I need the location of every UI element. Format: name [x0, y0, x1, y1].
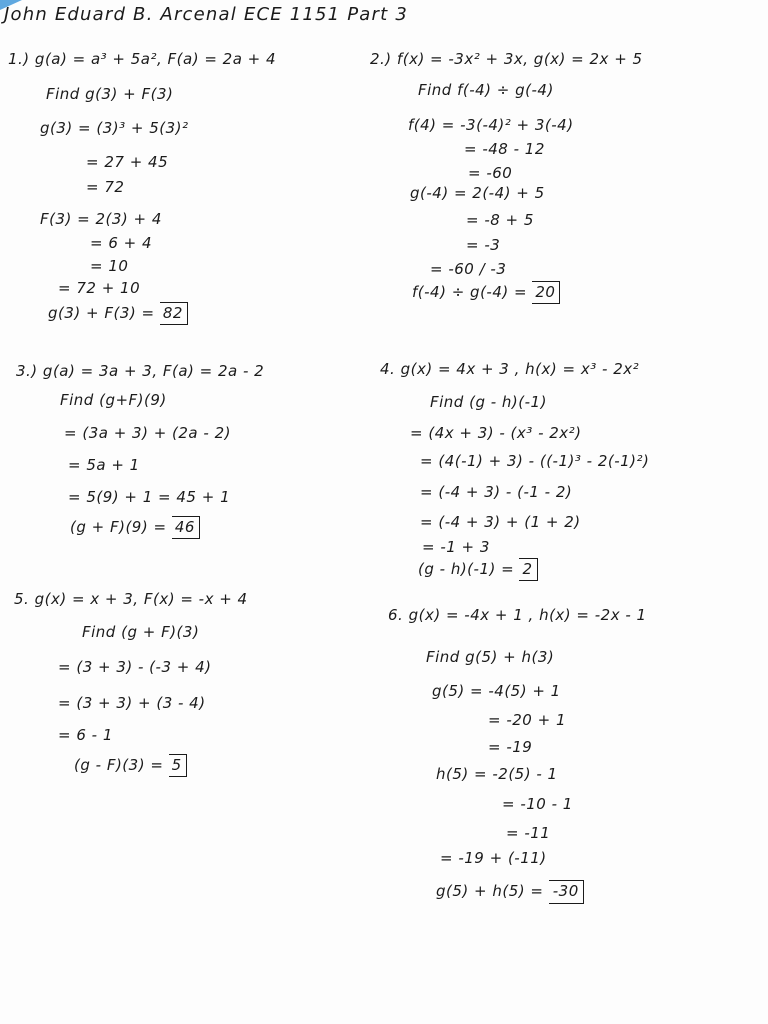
- problem-2-result: [412, 285, 560, 300]
- problem-5-find: Find (g + F)(3): [82, 623, 200, 641]
- problem-5-result: [74, 758, 187, 773]
- problem-5-step: = (3 + 3) + (3 - 4): [58, 694, 206, 712]
- problem-1-step: g(3) = (3)³ + 5(3)²: [40, 119, 189, 137]
- problem-1-step: = 10: [90, 257, 129, 275]
- problem-3-step: = (3a + 3) + (2a - 2): [64, 424, 231, 442]
- problem-5-statement: 5. g(x) = x + 3, F(x) = -x + 4: [14, 590, 248, 608]
- problem-1-result-label: g(3) + F(3) =: [48, 304, 155, 322]
- problem-3-statement: 3.) g(a) = 3a + 3, F(a) = 2a - 2: [16, 362, 265, 380]
- problem-2-statement: 2.) f(x) = -3x² + 3x, g(x) = 2x + 5: [370, 50, 643, 68]
- problem-6-step: = -11: [506, 824, 551, 842]
- problem-3-step: = 5(9) + 1 = 45 + 1: [68, 488, 231, 506]
- problem-6-step: = -19: [488, 738, 533, 756]
- problem-3-result-label: (g + F)(9) =: [70, 518, 167, 536]
- problem-2-step: = -60 / -3: [430, 260, 507, 278]
- problem-4-statement: 4. g(x) = 4x + 3 , h(x) = x³ - 2x²: [380, 360, 640, 378]
- problem-2-step: = -3: [466, 236, 501, 254]
- problem-6-step: = -19 + (-11): [440, 849, 547, 867]
- problem-1-step: = 27 + 45: [86, 153, 169, 171]
- problem-4-step: = (-4 + 3) - (-1 - 2): [420, 483, 573, 501]
- problem-6-step: = -10 - 1: [502, 795, 573, 813]
- problem-4-step: = -1 + 3: [422, 538, 490, 556]
- problem-6-step: = -20 + 1: [488, 711, 566, 729]
- problem-3-answer: 46: [172, 516, 200, 539]
- problem-2-step: = -8 + 5: [466, 211, 534, 229]
- problem-2-step: f(4) = -3(-4)² + 3(-4): [408, 116, 574, 134]
- problem-1-step: = 72: [86, 178, 125, 196]
- page-header: John Eduard B. Arcenal ECE 1151 Part 3: [4, 4, 408, 25]
- problem-1-step: F(3) = 2(3) + 4: [40, 210, 162, 228]
- problem-1-statement: 1.) g(a) = a³ + 5a², F(a) = 2a + 4: [8, 50, 277, 68]
- problem-5-answer: 5: [169, 754, 187, 777]
- problem-4-result-label: (g - h)(-1) =: [418, 560, 515, 578]
- problem-6-result-label: g(5) + h(5) =: [436, 882, 544, 900]
- problem-5-result-label: (g - F)(3) =: [74, 756, 164, 774]
- problem-6-step: h(5) = -2(5) - 1: [436, 765, 558, 783]
- problem-1-result: [48, 306, 188, 321]
- problem-6-answer: -30: [549, 880, 584, 904]
- problem-2-answer: 20: [532, 281, 560, 304]
- problem-3-find: Find (g+F)(9): [60, 391, 167, 409]
- problem-1-step: = 6 + 4: [90, 234, 153, 252]
- problem-5-step: = 6 - 1: [58, 726, 113, 744]
- problem-1-step: = 72 + 10: [58, 279, 141, 297]
- problem-3-result: [70, 520, 200, 535]
- problem-4-step: = (-4 + 3) + (1 + 2): [420, 513, 581, 531]
- problem-1-find: Find g(3) + F(3): [46, 85, 174, 103]
- problem-4-step: = (4(-1) + 3) - ((-1)³ - 2(-1)²): [420, 452, 650, 470]
- problem-2-step: = -60: [468, 164, 513, 182]
- problem-4-find: Find (g - h)(-1): [430, 393, 547, 411]
- problem-4-result: [418, 562, 538, 577]
- problem-2-step: g(-4) = 2(-4) + 5: [410, 184, 545, 202]
- problem-5-step: = (3 + 3) - (-3 + 4): [58, 658, 212, 676]
- problem-3-step: = 5a + 1: [68, 456, 140, 474]
- problem-4-step: = (4x + 3) - (x³ - 2x²): [410, 424, 582, 442]
- problem-6-result: [436, 884, 584, 899]
- problem-2-result-label: f(-4) ÷ g(-4) =: [412, 283, 528, 301]
- problem-4-answer: 2: [519, 558, 537, 581]
- problem-6-step: g(5) = -4(5) + 1: [432, 682, 561, 700]
- problem-2-find: Find f(-4) ÷ g(-4): [418, 81, 554, 99]
- problem-6-find: Find g(5) + h(3): [426, 648, 555, 666]
- problem-6-statement: 6. g(x) = -4x + 1 , h(x) = -2x - 1: [388, 606, 647, 624]
- problem-2-step: = -48 - 12: [464, 140, 545, 158]
- problem-1-answer: 82: [160, 302, 188, 325]
